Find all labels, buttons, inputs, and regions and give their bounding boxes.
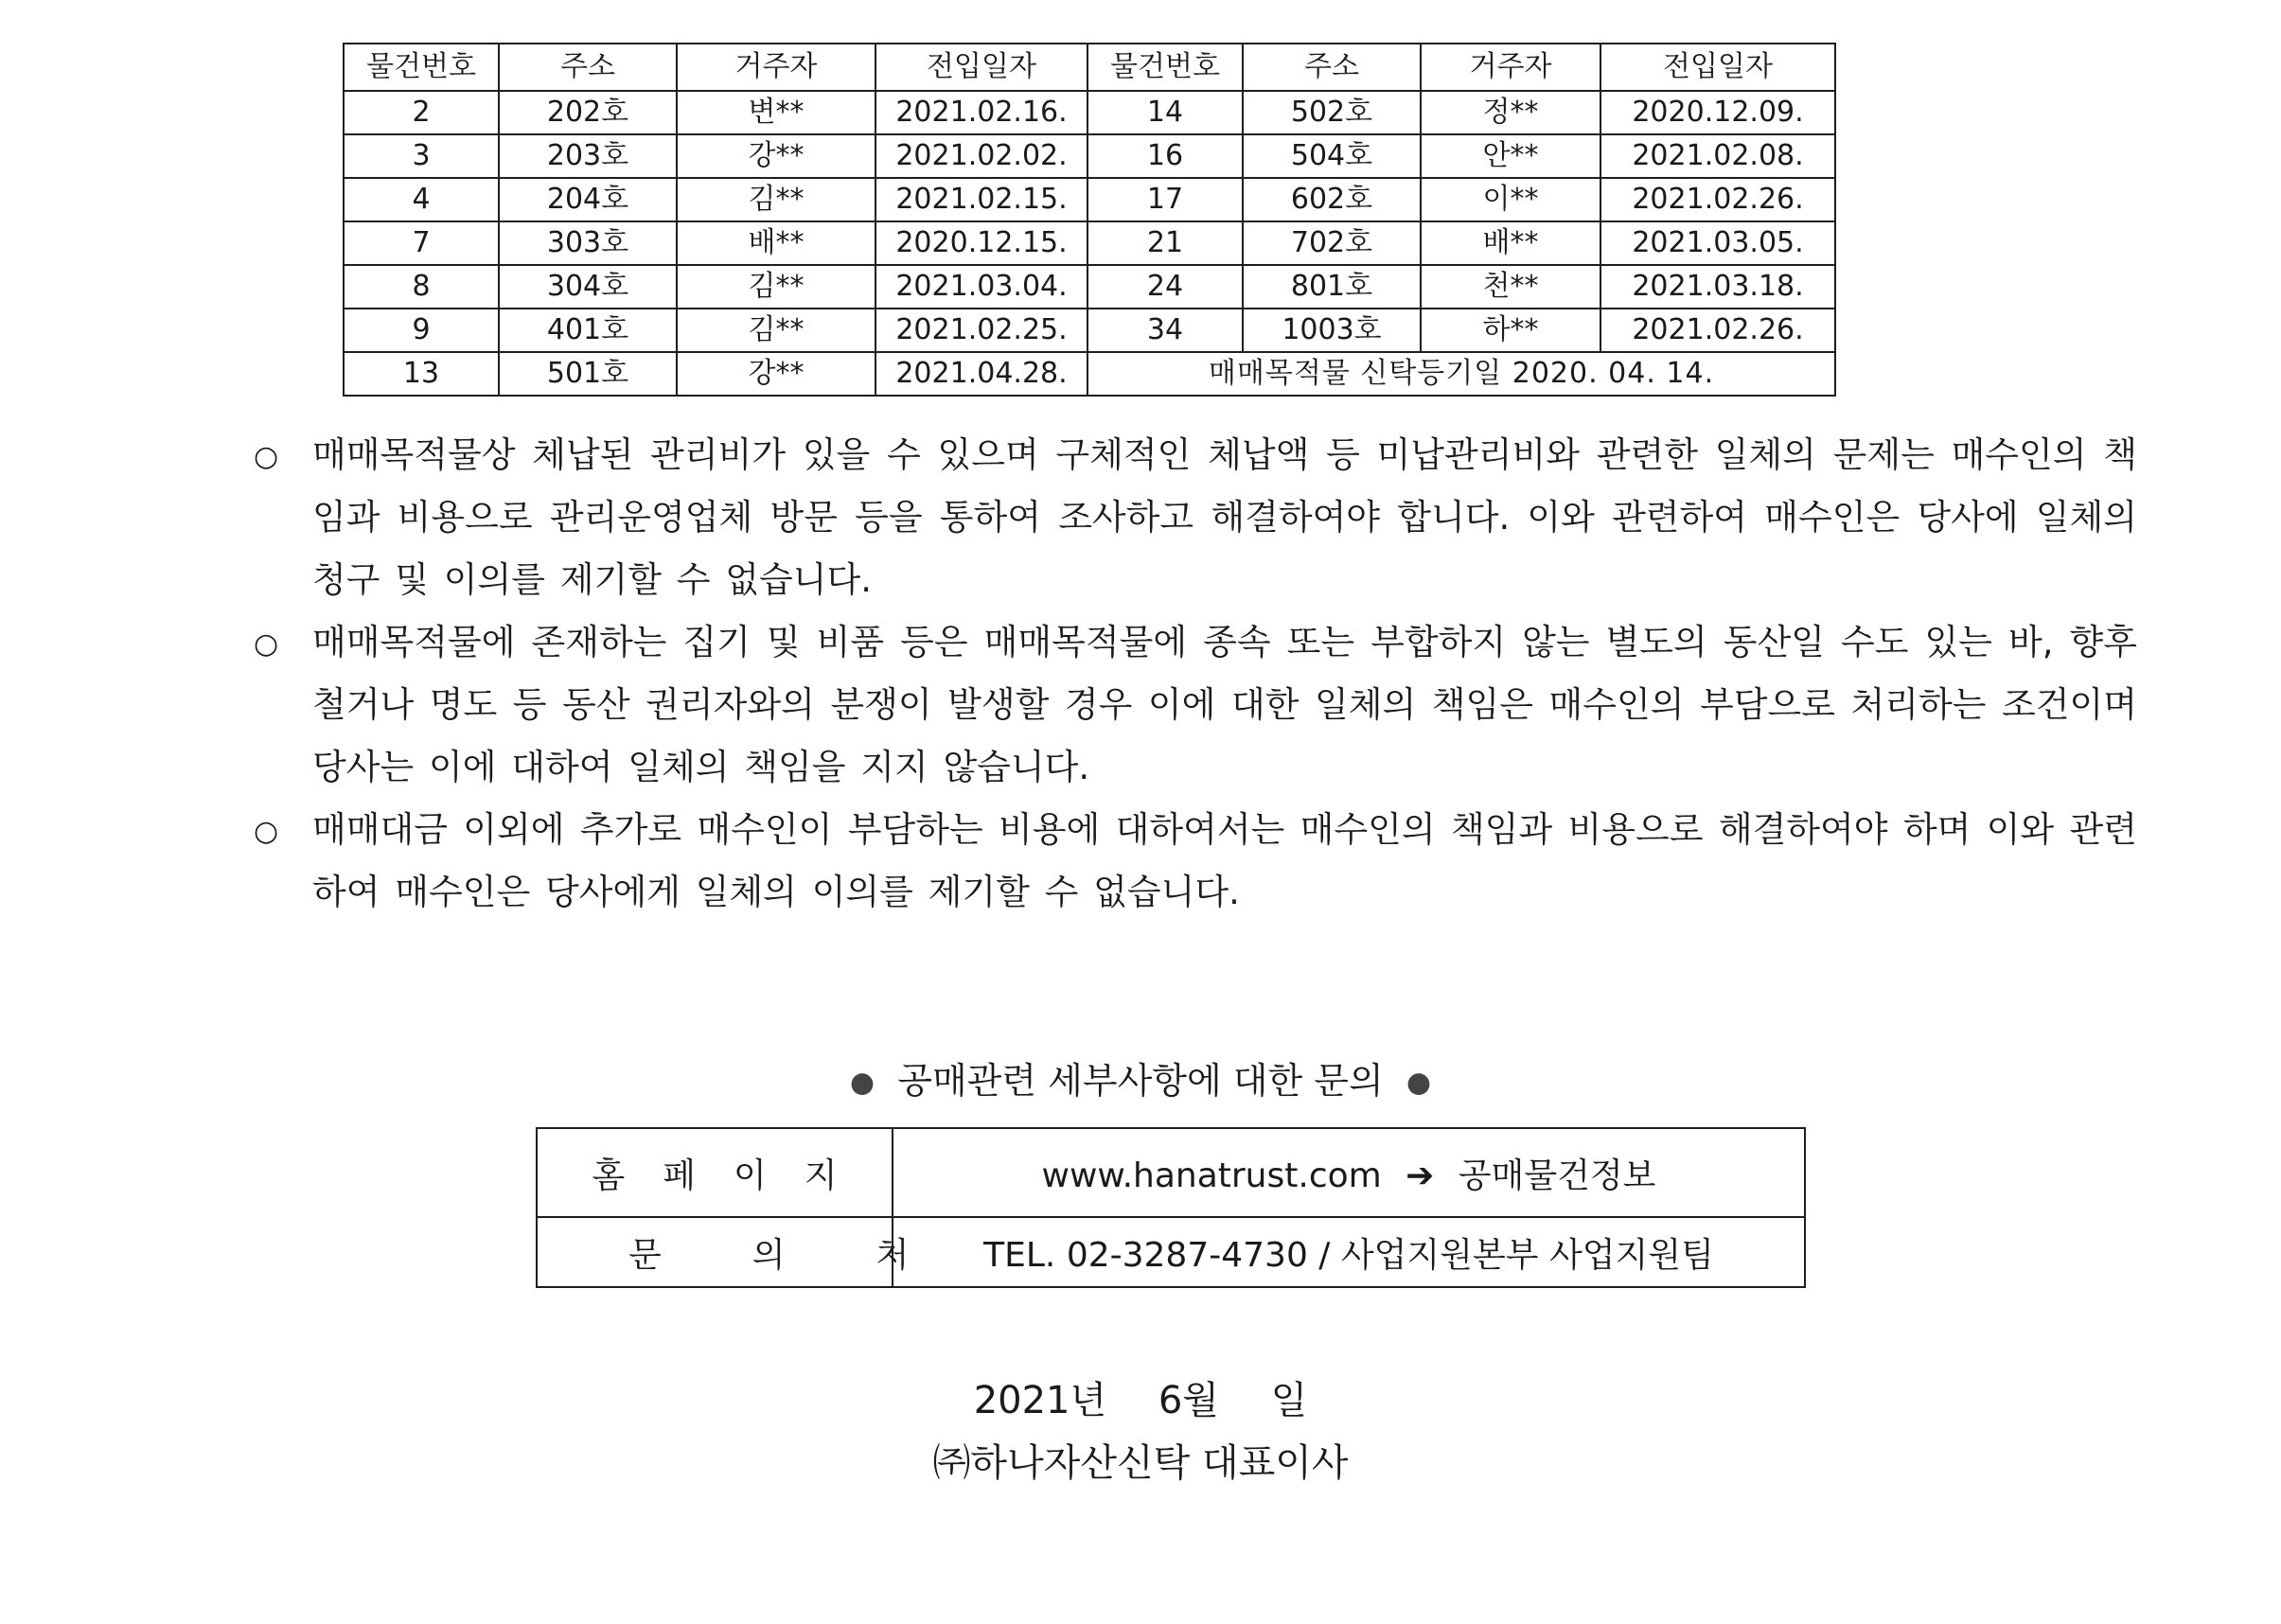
occupant-table	[343, 43, 1836, 397]
header-address: 주소	[499, 44, 677, 91]
table-cell: 김**	[677, 178, 875, 221]
table-row	[344, 265, 1835, 309]
notice-text: 매매목적물상 체납된 관리비가 있을 수 있으며 구체적인 체납액 등 미납관리비와 관련한 일체의 문제는 매수인의 책임과 비용으로 관리운영업체 방문 등을 통하여 조사하고 해결하여야 합니다. 이와 관련하여 매수인은 당사에 일체의 청구 및 이의를 제기할 수 없습니다.	[312, 434, 2137, 600]
table-cell: 2021.02.08.	[1600, 134, 1835, 178]
table-cell: 24	[1087, 265, 1243, 309]
inquiry-heading	[0, 1056, 2281, 1108]
table-cell: 배**	[1421, 221, 1600, 265]
table-cell: 김**	[677, 309, 875, 352]
notice-item	[254, 424, 2137, 611]
table-cell: 배**	[677, 221, 875, 265]
table-cell: 2021.02.26.	[1600, 178, 1835, 221]
table-row	[344, 178, 1835, 221]
table-cell: 변**	[677, 91, 875, 134]
table-cell: 8	[344, 265, 499, 309]
table-cell: 13	[344, 352, 499, 396]
table-cell: 3	[344, 134, 499, 178]
inquiry-title-text: 공매관련 세부사항에 대한 문의	[897, 1060, 1384, 1102]
homepage-label: 홈페이지	[537, 1128, 893, 1217]
table-cell: 34	[1087, 309, 1243, 352]
circle-bullet-icon: ○	[254, 440, 279, 473]
table-cell: 2021.02.16.	[875, 91, 1087, 134]
table-cell: 2021.02.25.	[875, 309, 1087, 352]
header-move-in-date: 전입일자	[875, 44, 1087, 91]
table-cell: 2021.03.18.	[1600, 265, 1835, 309]
table-cell: 21	[1087, 221, 1243, 265]
table-cell: 2020.12.09.	[1600, 91, 1835, 134]
table-cell: 203호	[499, 134, 677, 178]
table-row	[537, 1128, 1805, 1217]
table-cell: 303호	[499, 221, 677, 265]
table-cell: 강**	[677, 134, 875, 178]
table-cell: 김**	[677, 265, 875, 309]
header-address: 주소	[1243, 44, 1421, 91]
notice-text: 매매목적물에 존재하는 집기 및 비품 등은 매매목적물에 종속 또는 부합하지 않는 별도의 동산일 수도 있는 바, 향후 철거나 명도 등 동산 권리자와의 분쟁이 발생할 경우 이에 대한 일체의 책임은 매수인의 부담으로 처리하는 조건이며 당사는 이에 대하여 일체의 책임을 지지 않습니다.	[312, 622, 2137, 787]
circle-bullet-icon: ○	[254, 627, 279, 661]
table-cell: 천**	[1421, 265, 1600, 309]
contact-label: 문의처	[537, 1217, 893, 1287]
table-row	[344, 134, 1835, 178]
table-row	[537, 1217, 1805, 1287]
table-cell: 강**	[677, 352, 875, 396]
arrow-right-icon: ➔	[1406, 1156, 1435, 1195]
homepage-link[interactable]: www.hanatrust.com	[1041, 1156, 1382, 1195]
table-body	[344, 91, 1835, 396]
table-cell: 2021.03.04.	[875, 265, 1087, 309]
table-cell: 204호	[499, 178, 677, 221]
table-header-row	[344, 44, 1835, 91]
table-cell: 정**	[1421, 91, 1600, 134]
table-cell: 202호	[499, 91, 677, 134]
contact-table	[536, 1127, 1806, 1288]
table-cell: 401호	[499, 309, 677, 352]
table-cell: 602호	[1243, 178, 1421, 221]
header-item-no: 물건번호	[1087, 44, 1243, 91]
table-cell: 4	[344, 178, 499, 221]
table-cell: 2021.03.05.	[1600, 221, 1835, 265]
table-cell: 1003호	[1243, 309, 1421, 352]
table-row	[344, 352, 1835, 396]
table-cell: 이**	[1421, 178, 1600, 221]
circle-bullet-icon: ○	[254, 815, 279, 848]
table-cell: 304호	[499, 265, 677, 309]
document-date: 2021년 6월 일	[973, 1379, 1308, 1422]
header-move-in-date: 전입일자	[1600, 44, 1835, 91]
table-cell: 502호	[1243, 91, 1421, 134]
header-resident: 거주자	[1421, 44, 1600, 91]
table-cell: 2020.12.15.	[875, 221, 1087, 265]
table-cell: 2	[344, 91, 499, 134]
table-cell: 2021.02.02.	[875, 134, 1087, 178]
trust-registration-note: 매매목적물 신탁등기일 2020. 04. 14.	[1087, 352, 1835, 396]
notice-list	[254, 424, 2137, 924]
table-cell: 2021.02.15.	[875, 178, 1087, 221]
table-row	[344, 221, 1835, 265]
table-cell: 9	[344, 309, 499, 352]
table-cell: 2021.04.28.	[875, 352, 1087, 396]
notice-item	[254, 611, 2137, 799]
homepage-menu: 공매물건정보	[1458, 1156, 1656, 1195]
header-item-no: 물건번호	[344, 44, 499, 91]
header-resident: 거주자	[677, 44, 875, 91]
table-cell: 2021.02.26.	[1600, 309, 1835, 352]
table-cell: 7	[344, 221, 499, 265]
filled-circle-icon: ●	[849, 1066, 875, 1100]
notice-item	[254, 799, 2137, 924]
table-cell: 702호	[1243, 221, 1421, 265]
homepage-value	[893, 1128, 1805, 1217]
table-cell: 16	[1087, 134, 1243, 178]
table-row	[344, 309, 1835, 352]
table-cell: 501호	[499, 352, 677, 396]
table-cell: 17	[1087, 178, 1243, 221]
table-cell: 504호	[1243, 134, 1421, 178]
company-signature: ㈜하나자산신탁 대표이사	[932, 1441, 1349, 1485]
table-cell: 안**	[1421, 134, 1600, 178]
table-cell: 801호	[1243, 265, 1421, 309]
notice-text: 매매대금 이외에 추가로 매수인이 부담하는 비용에 대하여서는 매수인의 책임과 비용으로 해결하여야 하며 이와 관련하여 매수인은 당사에게 일체의 이의를 제기할 수 없습니다.	[312, 809, 2137, 912]
table-row	[344, 91, 1835, 134]
filled-circle-icon: ●	[1406, 1066, 1432, 1100]
table-cell: 하**	[1421, 309, 1600, 352]
table-cell: 14	[1087, 91, 1243, 134]
contact-value: TEL. 02-3287-4730 / 사업지원본부 사업지원팀	[893, 1217, 1805, 1287]
